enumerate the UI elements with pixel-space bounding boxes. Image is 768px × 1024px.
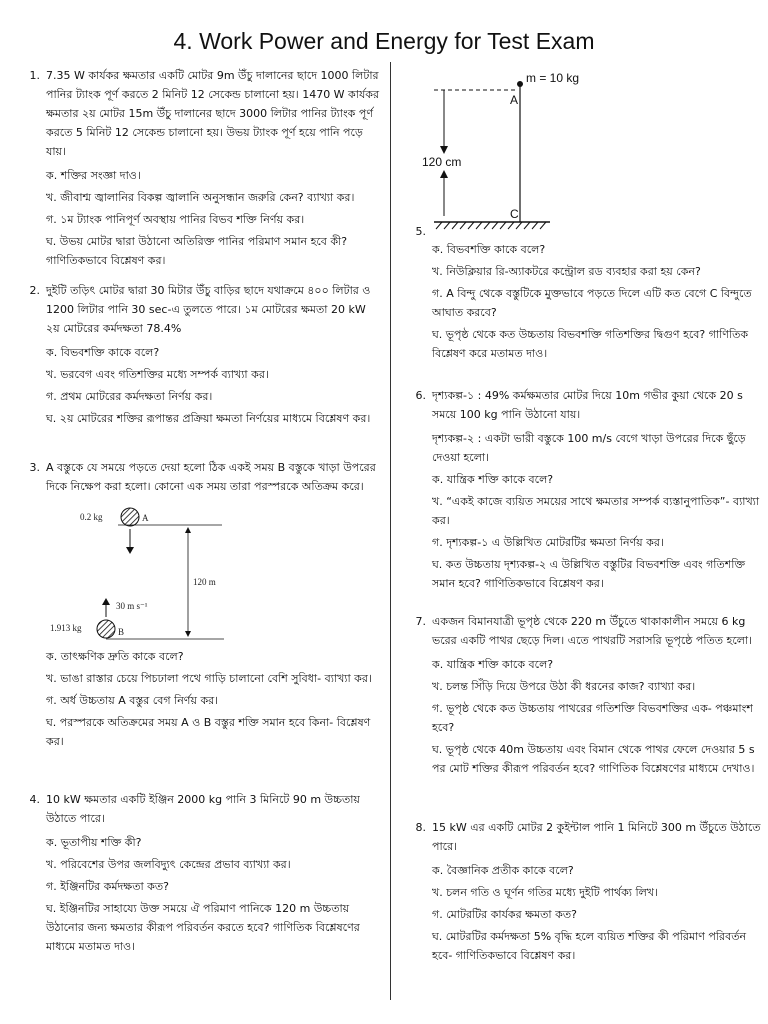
sub-question: ঘ. মোটরটির কর্মদক্ষতা 5% বৃদ্ধি হলে ব্যয়িত শক্তির কী পরিমাণ পরিবর্তন হবে- গাণিতিকভাবে বিশ্লেষণ কর।: [432, 930, 747, 962]
sub-question: গ. ইঞ্জিনটির কর্মদক্ষতা কত?: [46, 880, 169, 893]
question-number: 2.: [29, 284, 40, 297]
question-3: [14, 458, 382, 754]
sub-question: গ. প্রথম মোটরের কর্মদক্ষতা নির্ণয় কর।: [46, 390, 213, 403]
sub-question: ঘ. ইঞ্জিনটির সাহায্যে উক্ত সময়ে ঐ পরিমাণ পানিকে 120 m উচ্চতায় উঠানোর জন্য ক্ষমতার কীরূপ পরিবর্তন করতে হবে? গাণিতিক বিশ্লেষণের মাধ্যমে মতামত দাও।: [46, 902, 360, 953]
page-title: 4. Work Power and Energy for Test Exam: [173, 28, 595, 54]
sub-question: গ. দৃশ্যকল্প-১ এ উল্লিখিত মোটরটির ক্ষমতা নির্ণয় কর।: [432, 536, 664, 549]
mass-point: [517, 81, 523, 87]
sub-question: গ. অর্ধ উচ্চতায় A বস্তুর বেগ নির্ণয় কর।: [46, 694, 219, 707]
point-c-label: C: [510, 207, 519, 221]
sub-question: ক. যান্ত্রিক শক্তি কাকে বলে?: [432, 658, 554, 671]
column-divider: [390, 62, 391, 1000]
question-6: [400, 386, 764, 596]
sub-question: ক. বৈজ্ঞানিক প্রতীক কাকে বলে?: [432, 864, 574, 877]
mass-label: m = 10 kg: [526, 71, 580, 85]
ground-hatching: [436, 222, 546, 229]
sub-question: ঘ. ২য় মোটরের শক্তির রূপান্তর প্রক্রিয়া ক্ষমতা নির্ণয়ের মাধ্যমে বিশ্লেষণ কর।: [46, 412, 371, 425]
mass-height-diagram: [418, 66, 580, 234]
body-a: [121, 508, 139, 526]
question-stem: 7.35 W কার্যকর ক্ষমতার একটি মোটর 9m উঁচু দালানের ছাদে 1000 লিটার পানির ট্যাংক পূর্ণ করতে 2 মিনিট 12 সেকেন্ড চালানো হয়। 1470 W কার্যকর ক্ষমতার ২য় মোটর 15m উঁচু দালানের ছাদে 3000 লিটার পানির ট্যাংক পূর্ণ করতে 5 মিনিট 12 সেকেন্ড চালানো হয়। উভয় ট্যাংক পূর্ণ হয়ে পানি পড়ে যায়।: [46, 69, 380, 158]
sub-question: খ. চলন্ত সিঁড়ি দিয়ে উপরে উঠা কী ধরনের কাজ? ব্যাখ্যা কর।: [432, 680, 696, 693]
sub-question: গ. মোটরটির কার্যকর ক্ষমতা কত?: [432, 908, 577, 921]
question-number: 3.: [29, 461, 40, 474]
arrowhead: [185, 631, 191, 637]
sub-question: গ. A বিন্দু থেকে বস্তুটিকে মুক্তভাবে পড়তে দিলে এটি কত বেগে C বিন্দুতে আঘাত করবে?: [432, 287, 752, 319]
sub-question: ক. যান্ত্রিক শক্তি কাকে বলে?: [432, 473, 554, 486]
mass-a-label: 0.2 kg: [80, 512, 103, 522]
arrowhead: [440, 146, 448, 154]
arrowhead: [102, 598, 110, 605]
question-stem: A বস্তুকে যে সময়ে পড়তে দেয়া হলো ঠিক একই সময় B বস্তুকে খাড়া উপরের দিকে নিক্ষেপ করা হলো। কোনো এক সময় তারা পরস্পরকে অতিক্রম করে।: [46, 461, 376, 493]
point-a-label: A: [510, 93, 519, 107]
sub-question: ক. শক্তির সংজ্ঞা দাও।: [46, 169, 141, 182]
question-stem: 15 kW এর একটি মোটর 2 কুইন্টাল পানি 1 মিনিটে 300 m উঁচুতে উঠাতে পারে।: [432, 821, 761, 853]
question-stem: দুইটি তড়িৎ মোটর দ্বারা 30 মিটার উঁচু বাড়ির ছাদে যথাক্রমে ৪০০ লিটার ও 1200 লিটার পানি 30 sec-এ তুলতে পারে। ১ম মোটরের ক্ষমতা 20 kW ২য় মোটরের কর্মদক্ষতা 78.4%: [46, 284, 371, 335]
sub-question: ক. ভূতাপীয় শক্তি কী?: [46, 836, 142, 849]
question-2: [14, 281, 382, 431]
sub-question: ক. বিভবশক্তি কাকে বলে?: [46, 346, 160, 359]
height-label: 120 cm: [422, 155, 462, 169]
point-a-label: A: [142, 513, 149, 523]
question-8: [400, 818, 764, 968]
sub-question: ঘ. উভয় মোটর দ্বারা উঠানো অতিরিক্ত পানির পরিমাণ সমান হবে কী? গাণিতিকভাবে বিশ্লেষণ কর।: [46, 235, 348, 267]
sub-question: ঘ. পরস্পরকে অতিক্রমের সময় A ও B বস্তুর শক্তি সমান হবে কিনা- বিশ্লেষণ কর।: [46, 716, 371, 748]
question-stem: একজন বিমানযাত্রী ভূপৃষ্ঠ থেকে 220 m উঁচুতে থাকাকালীন সময়ে 6 kg ভরের একটি পাথর ছেড়ে দিল। এতে পাথরটি সরাসরি ভূপৃষ্ঠে পতিত হলো।: [432, 615, 753, 647]
velocity-label: 30 m s⁻¹: [116, 601, 148, 611]
question-number: 4.: [29, 793, 40, 806]
sub-question: খ. চলন গতি ও ঘূর্ণন গতির মধ্যে দুইটি পার্থক্য লিখ।: [432, 886, 658, 899]
sub-question: খ. পরিবেশের উপর জলবিদ্যুৎ কেন্দ্রের প্রভাব ব্যাখ্যা কর।: [46, 858, 291, 871]
sub-question: ঘ. ভূপৃষ্ঠ থেকে 40m উচ্চতায় এবং বিমান থেকে পাথর ফেলে দেওয়ার 5 s পর মোট শক্তির কীরূপ পরিবর্তন হবে? গাণিতিক বিশ্লেষণের মাধ্যমে দেখাও।: [432, 743, 755, 775]
question-4: [14, 790, 382, 959]
scenario-2: দৃশ্যকল্প-২ : একটা ভারী বস্তুকে 100 m/s বেগে খাড়া উপরের দিকে ছুঁড়ে দেওয়া হলো।: [432, 432, 746, 464]
arrowhead: [440, 170, 448, 178]
question-1: [14, 66, 382, 273]
arrowhead: [126, 547, 134, 554]
question-number: 6.: [415, 389, 426, 402]
mass-b-label: 1.913 kg: [50, 623, 82, 633]
question-7: [400, 612, 764, 781]
point-b-label: B: [118, 627, 125, 637]
sub-question: খ. জীবাশ্ম জ্বালানির বিকল্প জ্বালানি অনুসন্ধান জরুরি কেন? ব্যাখ্যা কর।: [46, 191, 355, 204]
question-number: 1.: [29, 69, 40, 82]
arrowhead: [185, 527, 191, 533]
body-b: [97, 620, 115, 638]
falling-rising-bodies-diagram: [46, 501, 246, 647]
sub-question: ঘ. ভূপৃষ্ঠ থেকে কত উচ্চতায় বিভবশক্তি গতিশক্তির দ্বিগুণ হবে? গাণিতিক বিশ্লেষণ করে মতামত দাও।: [432, 328, 749, 360]
question-5: [400, 66, 764, 366]
question-stem: 10 kW ক্ষমতার একটি ইঞ্জিন 2000 kg পানি 3 মিনিটে 90 m উচ্চতায় উঠাতে পারে।: [46, 793, 360, 825]
question-number: 8.: [415, 821, 426, 834]
sub-question: খ. ভাঙা রাস্তার চেয়ে পিচঢালা পথে গাড়ি চালানো বেশি সুবিধা- ব্যাখ্যা কর।: [46, 672, 372, 685]
sub-question: গ. ভূপৃষ্ঠ থেকে কত উচ্চতায় পাথরের গতিশক্তি বিভবশক্তির এক- পঞ্চমাংশ হবে?: [432, 702, 753, 734]
sub-question: ক. বিভবশক্তি কাকে বলে?: [432, 243, 546, 256]
question-number: 7.: [415, 615, 426, 628]
height-label: 120 m: [193, 577, 216, 587]
sub-question: ঘ. কত উচ্চতায় দৃশ্যকল্প-২ এ উল্লিখিত বস্তুটির বিভবশক্তি এবং গতিশক্তি সমান হবে? গাণিতিকভাবে বিশ্লেষণ কর।: [432, 558, 746, 590]
sub-question: ক. তাৎক্ষণিক দ্রুতি কাকে বলে?: [46, 650, 184, 663]
question-number: 5.: [415, 225, 426, 238]
sub-question: খ. নিউক্লিয়ার রি-অ্যাকটরে কন্ট্রোল রড ব্যবহার করা হয় কেন?: [432, 265, 701, 278]
sub-question: খ. “একই কাজে ব্যয়িত সময়ের সাথে ক্ষমতার সম্পর্ক ব্যস্তানুপাতিক”- ব্যাখ্যা কর।: [432, 495, 760, 527]
sub-question: খ. ভরবেগ এবং গতিশক্তির মধ্যে সম্পর্ক ব্যাখ্যা কর।: [46, 368, 269, 381]
question-stem: দৃশ্যকল্প-১ : 49% কর্মক্ষমতার মোটর দিয়ে 10m গভীর কুয়া থেকে 20 s সময়ে 100 kg পানি উঠানো যায়।: [432, 389, 743, 421]
sub-question: গ. ১ম ট্যাংক পানিপূর্ণ অবস্থায় পানির বিভব শক্তি নির্ণয় কর।: [46, 213, 305, 226]
